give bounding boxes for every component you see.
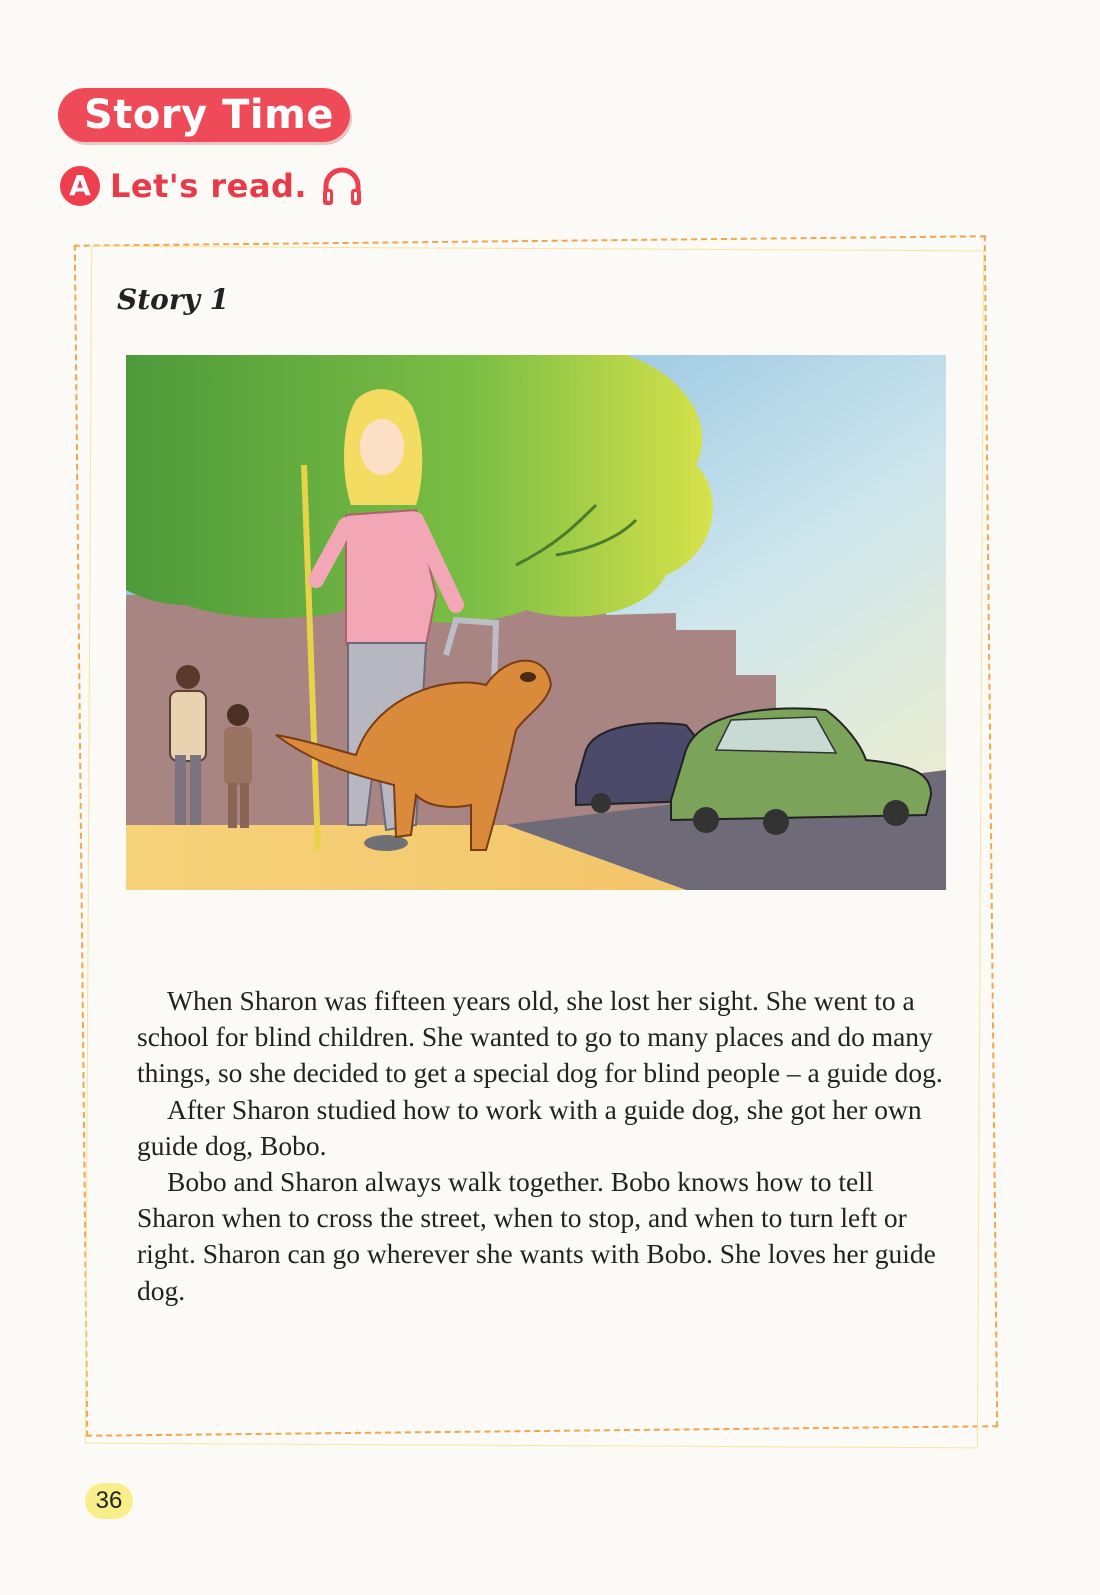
story-text bbox=[137, 983, 943, 1309]
headphones-icon[interactable] bbox=[319, 163, 365, 209]
story-paragraph-2: After Sharon studied how to work with a guide dog, she got her own guide dog, Bobo. bbox=[137, 1093, 922, 1161]
page-number: 36 bbox=[85, 1483, 133, 1519]
activity-label: Let's read. bbox=[110, 167, 308, 205]
section-title-pill: Story Time bbox=[58, 88, 350, 142]
story-paragraph-3: Bobo and Sharon always walk together. Bobo knows how to tell Sharon when to cross the street, when to stop, and when to turn left or right. Sharon can go wherever she wants with Bobo. She loves her guide dog. bbox=[137, 1166, 936, 1306]
story-illustration bbox=[126, 355, 946, 890]
story-paragraph-1: When Sharon was fifteen years old, she lost her sight. She went to a school for blind children. She wanted to go to many places and do many things, so she decided to get a special dog for blind people – a guide dog. bbox=[137, 985, 943, 1089]
activity-heading bbox=[60, 163, 365, 209]
story-title: Story 1 bbox=[117, 283, 230, 316]
activity-badge: A bbox=[60, 166, 100, 206]
